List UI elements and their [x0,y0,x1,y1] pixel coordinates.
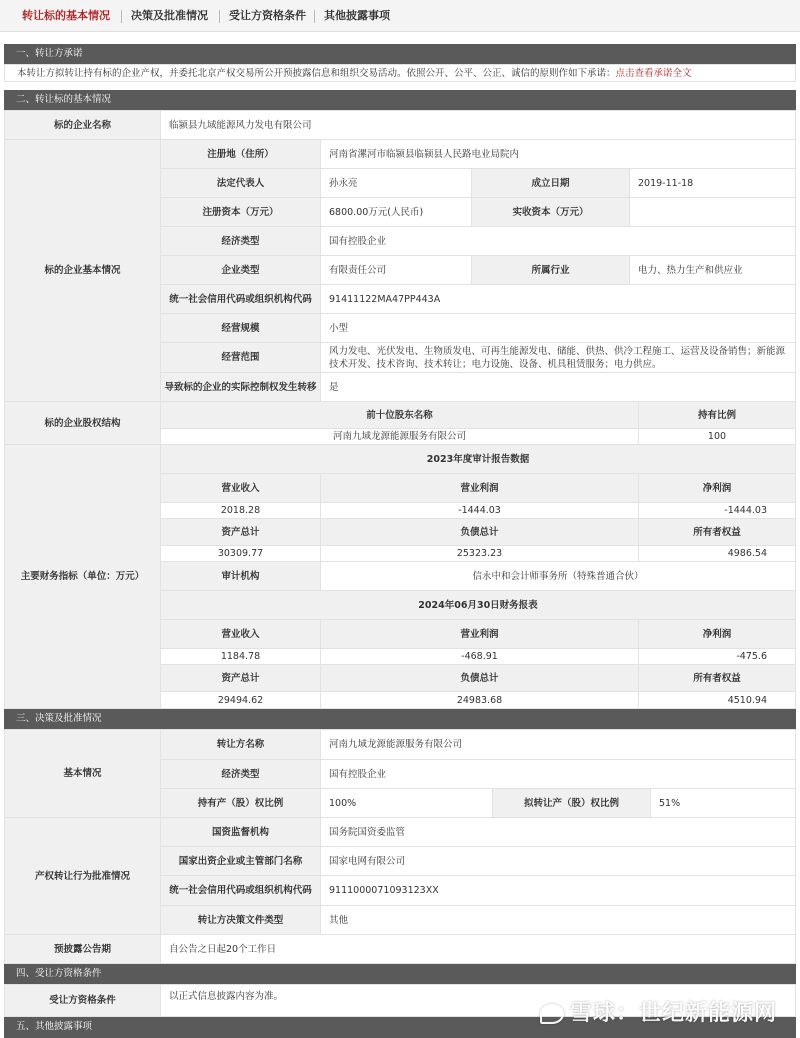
section-header-pledge: 一、转让方承诺 [4,44,796,64]
pledge-full-text-link[interactable]: 点击查看承诺全文 [615,68,692,79]
tab-divider [121,10,122,23]
section-header-other: 五、其他披露事项 [4,1017,796,1038]
qualification-value: 以正式信息披露内容为准。 [160,984,796,1017]
audit-title: 2023年度审计报告数据 [160,444,796,474]
ent-type-label: 企业类型 [160,255,321,285]
approval-label: 产权转让行为批准情况 [4,817,161,935]
credit-code-label: 统一社会信用代码或组织机构代码 [160,284,321,314]
watermark [540,996,777,1027]
section-header-decision: 三、决策及批准情况 [4,709,796,729]
econ-type-value: 国有控股企业 [320,226,796,256]
scale-label: 经营规模 [160,313,321,343]
equity-row-name: 河南九域龙源能源服务有限公司 [160,428,639,445]
tab-divider [314,10,315,23]
scope-label: 经营范围 [160,342,321,373]
investor-label: 国家出资企业或主管部门名称 [160,846,321,876]
audit-h-revenue: 营业收入 [160,473,321,503]
investor-code-value: 9111000071093123XX [320,875,796,906]
decision-basic-label: 基本情况 [4,729,161,818]
audit-net-profit: -1444.03 [638,502,796,519]
pledge-text: 本转让方拟转让持有标的企业产权，并委托北京产权交易所公开预披露信息和组织交易活动。依照公开、公平、公正、诚信的原则作如下承诺： [17,68,616,79]
ent-type-value: 有限责任公司 [320,255,472,285]
reg-cap-value: 6800.00万元(人民币) [320,197,472,227]
hold-ratio-value: 100% [320,788,493,818]
regulator-value: 国务院国资委监管 [320,817,796,847]
investor-value: 国家电网有限公司 [320,846,796,876]
audit-equity: 4986.54 [638,545,796,562]
reg-addr-label: 注册地（住所） [160,139,321,169]
report-op-profit: -468.91 [320,648,639,665]
legal-rep-value: 孙永亮 [320,168,472,198]
regulator-label: 国资监督机构 [160,817,321,847]
tab-other[interactable]: 其他披露事项 [324,9,390,22]
report-h-liab: 负债总计 [320,664,639,692]
est-date-value: 2019-11-18 [629,168,796,198]
seller-value: 河南九域龙源能源服务有限公司 [320,729,796,760]
target-name-value: 临颍县九域能源风力发电有限公司 [160,110,796,140]
scope-value: 风力发电、光伏发电、生物质发电、可再生能源发电、储能、供热、供冷工程施工、运营及设备销售；新能源技术开发、技术咨询、技术转让；电力设施、设备、机具租赁服务；电力供应。 [320,342,796,373]
equity-row-ratio: 100 [638,428,796,445]
scale-value: 小型 [320,313,796,343]
report-h-net-profit: 净利润 [638,619,796,649]
seller-econ-type-value: 国有控股企业 [320,759,796,789]
industry-label: 所属行业 [471,255,630,285]
disclosure-period-value: 自公告之日起20个工作日 [160,934,796,964]
control-transfer-label: 导致标的企业的实际控制权发生转移 [160,372,321,402]
credit-code-value: 91411122MA47PP443A [320,284,796,314]
target-basic-label: 标的企业基本情况 [4,139,161,402]
watermark-text: 雪球：世纪新能源网 [570,1001,778,1026]
report-h-assets: 资产总计 [160,664,321,692]
audit-h-net-profit: 净利润 [638,473,796,503]
control-transfer-value: 是 [320,372,796,402]
auditor-label: 审计机构 [160,561,321,591]
transfer-ratio-value: 51% [650,788,796,818]
qualification-label: 受让方资格条件 [4,984,161,1017]
doc-type-label: 转让方决策文件类型 [160,905,321,935]
hold-ratio-label: 持有产（股）权比例 [160,788,321,818]
finance-label: 主要财务指标（单位：万元） [4,444,161,709]
seller-econ-type-label: 经济类型 [160,759,321,789]
est-date-label: 成立日期 [471,168,630,198]
report-revenue: 1184.78 [160,648,321,665]
report-h-equity: 所有者权益 [638,664,796,692]
transfer-ratio-label: 拟转让产（股）权比例 [492,788,651,818]
section-header-qualification: 四、受让方资格条件 [4,964,796,984]
snowball-logo-icon [540,1004,564,1024]
audit-revenue: 2018.28 [160,502,321,519]
audit-assets: 30309.77 [160,545,321,562]
report-title: 2024年06月30日财务报表 [160,590,796,620]
audit-liab: 25323.23 [320,545,639,562]
equity-label: 标的企业股权结构 [4,401,161,445]
equity-col-name: 前十位股东名称 [160,401,639,429]
reg-addr-value: 河南省漯河市临颍县临颍县人民路电业局院内 [320,139,796,169]
seller-label: 转让方名称 [160,729,321,760]
disclosure-period-label: 预披露公告期 [4,934,161,964]
audit-h-liab: 负债总计 [320,518,639,546]
econ-type-label: 经济类型 [160,226,321,256]
industry-value: 电力、热力生产和供应业 [629,255,796,285]
tab-qualification[interactable]: 受让方资格条件 [229,9,306,22]
reg-cap-label: 注册资本（万元） [160,197,321,227]
report-h-op-profit: 营业利润 [320,619,639,649]
auditor-value: 信永中和会计师事务所（特殊普通合伙） [320,561,796,591]
tab-divider [219,10,220,23]
report-h-revenue: 营业收入 [160,619,321,649]
section-header-target: 二、转让标的基本情况 [4,90,796,110]
report-equity: 4510.94 [638,691,796,709]
paid-cap-label: 实收资本（万元） [471,197,630,227]
audit-h-equity: 所有者权益 [638,518,796,546]
tab-bar [0,0,800,32]
tab-target-basic[interactable]: 转让标的基本情况 [22,9,110,22]
target-name-label: 标的企业名称 [4,110,161,140]
doc-type-value: 其他 [320,905,796,935]
audit-h-op-profit: 营业利润 [320,473,639,503]
report-liab: 24983.68 [320,691,639,709]
equity-col-ratio: 持有比例 [638,401,796,429]
pledge-row [4,64,796,82]
audit-h-assets: 资产总计 [160,518,321,546]
report-assets: 29494.62 [160,691,321,709]
audit-op-profit: -1444.03 [320,502,639,519]
report-net-profit: -475.6 [638,648,796,665]
paid-cap-value [629,197,796,227]
investor-code-label: 统一社会信用代码或组织机构代码 [160,875,321,906]
legal-rep-label: 法定代表人 [160,168,321,198]
tab-decision[interactable]: 决策及批准情况 [131,9,208,22]
